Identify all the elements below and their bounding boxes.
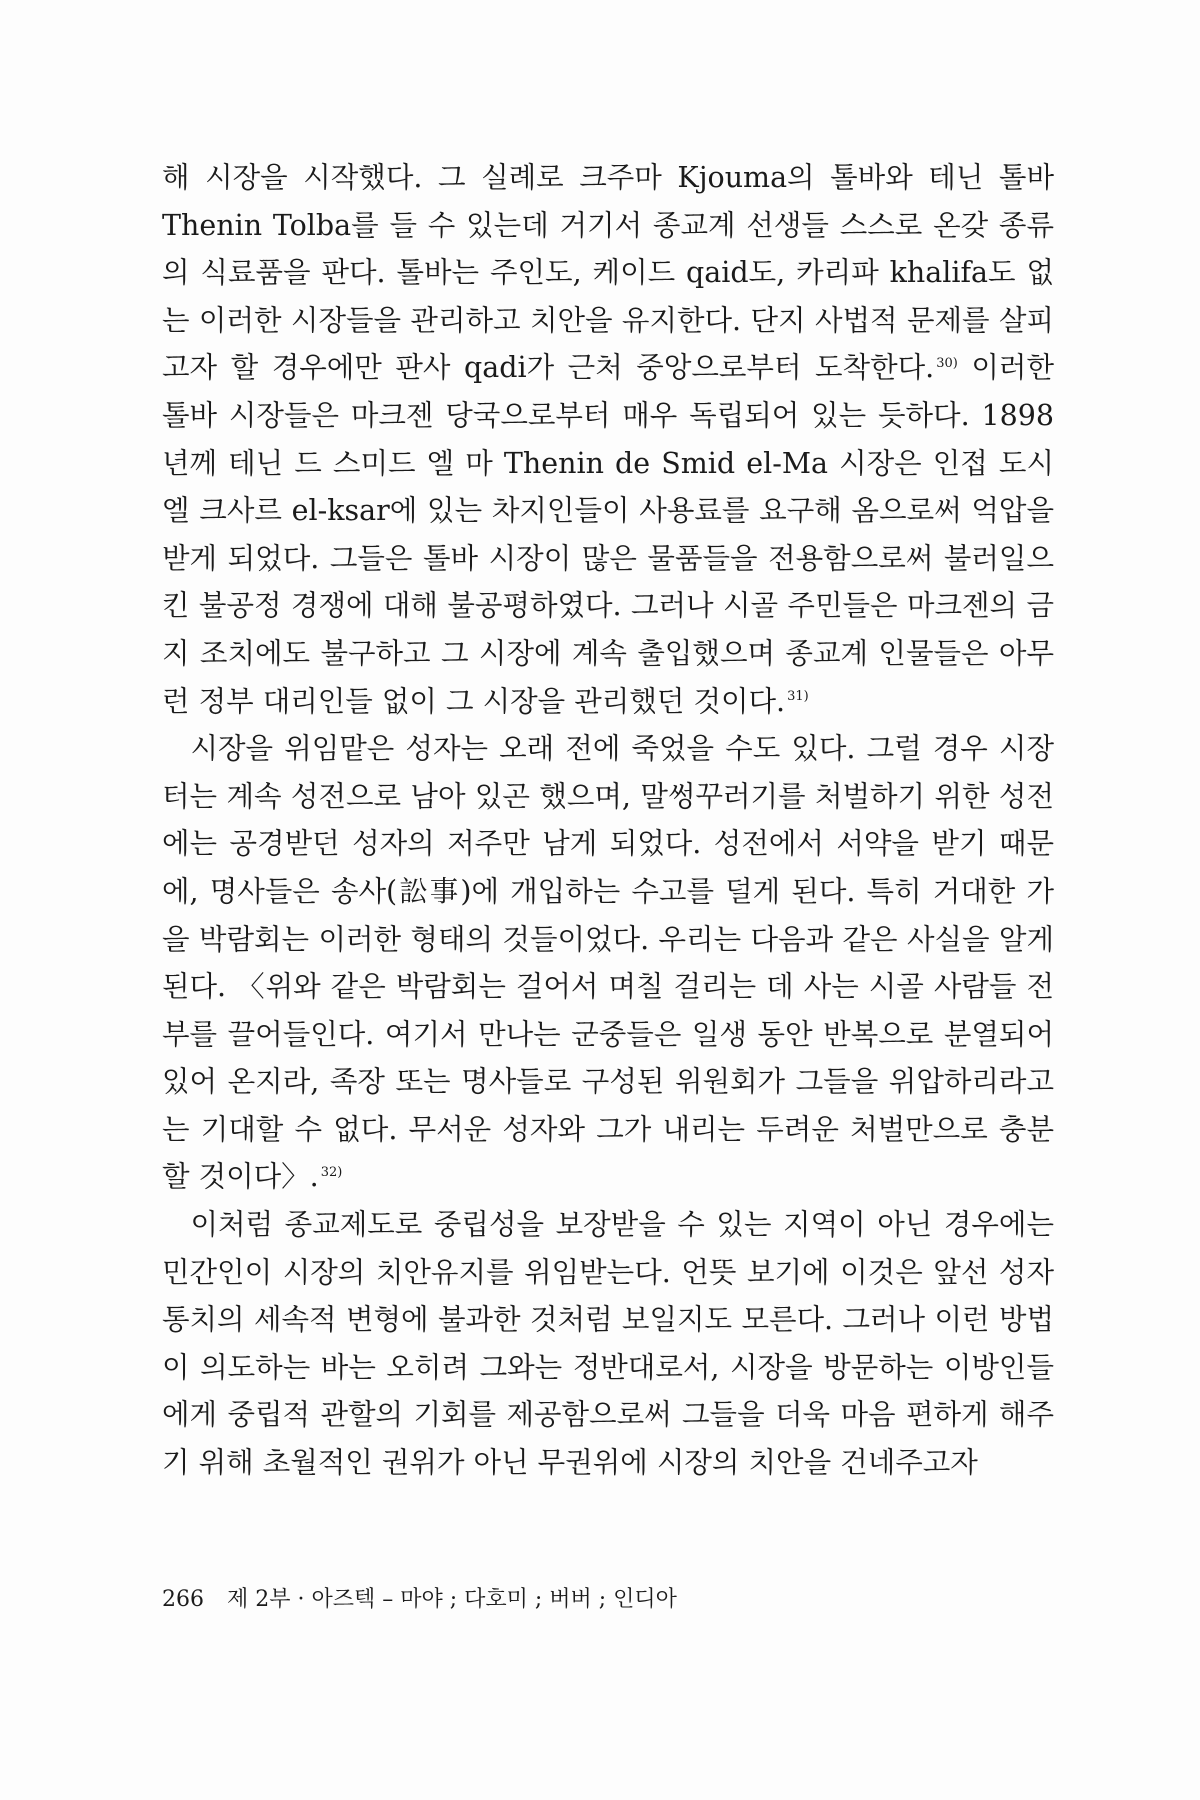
paragraph-1-text-continued: 이러한 톨바 시장들은 마크젠 당국으로부터 매우 독립되어 있는 듯하다. 1898년께 테닌 드 스미드 엘 마 Thenin de Smid el-Ma 시장은 인접 도시 엘 크사르 el-ksar에 있는 차지인들이 사용료를 요구해 옴으로써 억압을 받게 되었다. 그들은 톨바 시장이 많은 물품들을 전용함으로써 불러일으킨 불공정 경쟁에 대해 불공평하였다. 그러나 시골 주민들은 마크젠의 금지 조치에도 불구하고 그 시장에 계속 출입했으며 종교계 인물들은 아무런 정부 대리인들 없이 그 시장을 관리했던 것이다.: [162, 351, 1054, 718]
paragraph-1-text: 해 시장을 시작했다. 그 실례로 크주마 Kjouma의 톨바와 테닌 톨바 Thenin Tolba를 들 수 있는데 거기서 종교계 선생들 스스로 온갖 종류의 식료품을 판다. 톨바는 주인도, 케이드 qaid도, 카리파 khalifa도 없는 이러한 시장들을 관리하고 치안을 유지한다. 단지 사법적 문제를 살피고자 할 경우에만 판사 qadi가 근처 중앙으로부터 도착한다.: [162, 161, 1054, 385]
paragraph-2-text: 시장을 위임맡은 성자는 오래 전에 죽었을 수도 있다. 그럴 경우 시장터는 계속 성전으로 남아 있곤 했으며, 말썽꾸러기를 처벌하기 위한 성전에는 공경받던 성자의 저주만 남게 되었다. 성전에서 서약을 받기 때문에, 명사들은 송사(訟事)에 개입하는 수고를 덜게 된다. 특히 거대한 가을 박람회는 이러한 형태의 것들이었다. 우리는 다음과 같은 사실을 알게 된다. 〈위와 같은 박람회는 걸어서 며칠 걸리는 데 사는 시골 사람들 전부를 끌어들인다. 여기서 만나는 군중들은 일생 동안 반복으로 분열되어 있어 온지라, 족장 또는 명사들로 구성된 위원회가 그들을 위압하리라고는 기대할 수 없다. 무서운 성자와 그가 내리는 두려운 처벌만으로 충분할 것이다〉.: [162, 732, 1054, 1194]
paragraph-1: [162, 154, 1054, 725]
running-title: 제 2부 · 아즈텍 – 마야 ; 다호미 ; 버버 ; 인디아: [227, 1587, 677, 1612]
paragraph-3: [162, 1201, 1054, 1487]
page-number: 266: [162, 1587, 204, 1612]
paragraph-3-text: 이처럼 종교제도로 중립성을 보장받을 수 있는 지역이 아닌 경우에는 민간인이 시장의 치안유지를 위임받는다. 언뜻 보기에 이것은 앞선 성자 통치의 세속적 변형에 불과한 것처럼 보일지도 모른다. 그러나 이런 방법이 의도하는 바는 오히려 그와는 정반대로서, 시장을 방문하는 이방인들에게 중립적 관할의 기회를 제공함으로써 그들을 더욱 마음 편하게 해주기 위해 초월적인 권위가 아닌 무권위에 시장의 치안을 건네주고자: [162, 1208, 1054, 1480]
page-footer: [162, 1582, 1054, 1613]
footnote-marker-31: 31): [787, 689, 809, 705]
paragraph-2: [162, 725, 1054, 1201]
footnote-marker-30: 30): [936, 355, 958, 371]
body-text: [162, 154, 1054, 1487]
footnote-marker-32: 32): [320, 1164, 343, 1180]
